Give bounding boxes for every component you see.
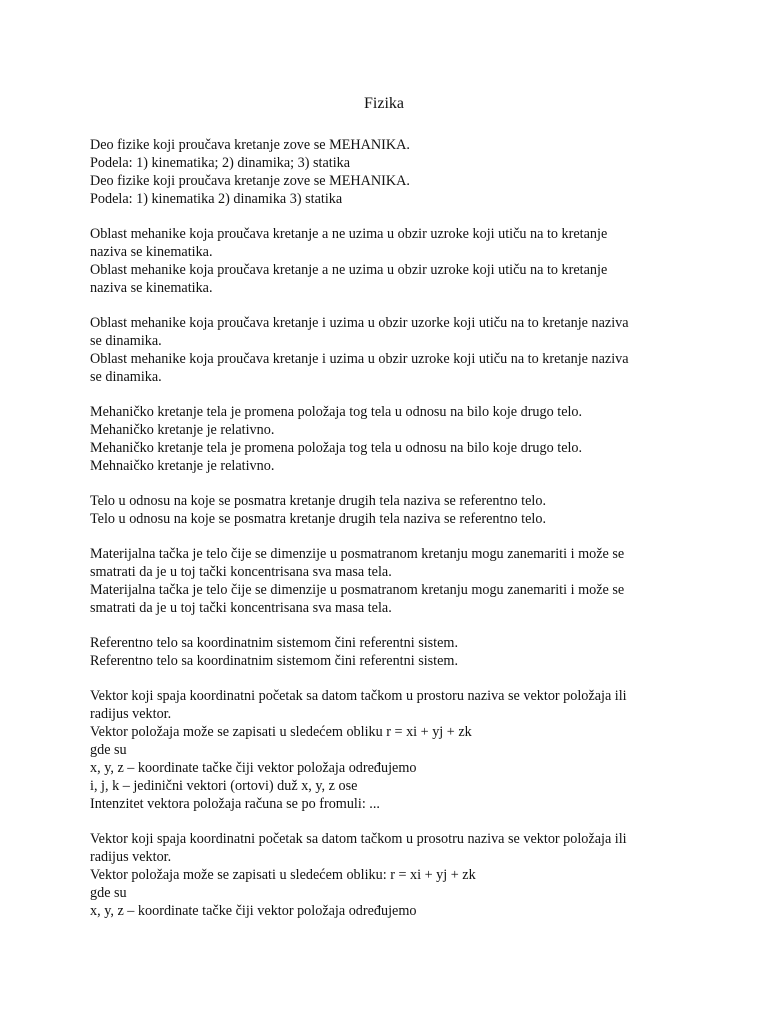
text-line: naziva se kinematika. — [90, 244, 213, 260]
paragraph — [90, 687, 690, 813]
paragraph — [90, 634, 690, 670]
text-line: Mehaničko kretanje tela je promena položaja tog tela u odnosu na bilo koje drugo telo. — [90, 404, 583, 420]
text-line: Vektor položaja može se zapisati u sledećem obliku: r = xi + yj + zk — [90, 867, 476, 883]
text-line: Podela: 1) kinematika 2) dinamika 3) statika — [90, 191, 343, 207]
text-line: smatrati da je u toj tački koncentrisana sva masa tela. — [90, 564, 392, 580]
text-line: Intenzitet vektora položaja računa se po fromuli: ... — [90, 796, 380, 812]
text-line: Deo fizike koji proučava kretanje zove se MEHANIKA. — [90, 137, 410, 153]
text-line: Mehaničko kretanje je relativno. — [90, 422, 275, 438]
text-line: Mehnaičko kretanje je relativno. — [90, 458, 275, 474]
text-line: x, y, z – koordinate tačke čiji vektor položaja određujemo — [90, 760, 417, 776]
text-line: Referentno telo sa koordinatnim sistemom čini referentni sistem. — [90, 635, 458, 651]
text-line: naziva se kinematika. — [90, 280, 213, 296]
paragraph — [90, 830, 690, 920]
text-line: Oblast mehanike koja proučava kretanje i uzima u obzir uzroke koji utiču na to kretanje naziva — [90, 351, 629, 367]
paragraph — [90, 225, 690, 297]
paragraph — [90, 314, 690, 386]
text-line: smatrati da je u toj tački koncentrisana sva masa tela. — [90, 600, 392, 616]
text-line: Materijalna tačka je telo čije se dimenzije u posmatranom kretanju mogu zanemariti i može se — [90, 582, 625, 598]
text-line: radijus vektor. — [90, 849, 172, 865]
document-body — [90, 136, 690, 937]
text-line: radijus vektor. — [90, 706, 172, 722]
text-line: Oblast mehanike koja proučava kretanje a ne uzima u obzir uzroke koji utiču na to kretanje — [90, 226, 608, 242]
text-line: Telo u odnosu na koje se posmatra kretanje drugih tela naziva se referentno telo. — [90, 493, 546, 509]
document-title: Fizika — [364, 95, 404, 112]
text-line: Oblast mehanike koja proučava kretanje a ne uzima u obzir uzroke koji utiču na to kretanje — [90, 262, 608, 278]
text-line: gde su — [90, 885, 127, 901]
text-line: x, y, z – koordinate tačke čiji vektor položaja određujemo — [90, 903, 417, 919]
text-line: gde su — [90, 742, 127, 758]
text-line: Referentno telo sa koordinatnim sistemom čini referentni sistem. — [90, 653, 458, 669]
text-line: Deo fizike koji proučava kretanje zove se MEHANIKA. — [90, 173, 410, 189]
paragraph — [90, 136, 690, 208]
paragraph — [90, 492, 690, 528]
paragraph — [90, 403, 690, 475]
text-line: Vektor koji spaja koordinatni početak sa datom tačkom u prostoru naziva se vektor položaja ili — [90, 688, 627, 704]
text-line: Materijalna tačka je telo čije se dimenzije u posmatranom kretanju mogu zanemariti i može se — [90, 546, 625, 562]
text-line: Telo u odnosu na koje se posmatra kretanje drugih tela naziva se referentno telo. — [90, 511, 546, 527]
text-line: i, j, k – jedinični vektori (ortovi) duž x, y, z ose — [90, 778, 358, 794]
text-line: se dinamika. — [90, 333, 162, 349]
text-line: se dinamika. — [90, 369, 162, 385]
text-line: Vektor koji spaja koordinatni početak sa datom tačkom u prosotru naziva se vektor položaja ili — [90, 831, 627, 847]
text-line: Mehaničko kretanje tela je promena položaja tog tela u odnosu na bilo koje drugo telo. — [90, 440, 583, 456]
text-line: Vektor položaja može se zapisati u sledećem obliku r = xi + yj + zk — [90, 724, 472, 740]
text-line: Podela: 1) kinematika; 2) dinamika; 3) statika — [90, 155, 351, 171]
text-line: Oblast mehanike koja proučava kretanje i uzima u obzir uzorke koji utiču na to kretanje naziva — [90, 315, 629, 331]
paragraph — [90, 545, 690, 617]
